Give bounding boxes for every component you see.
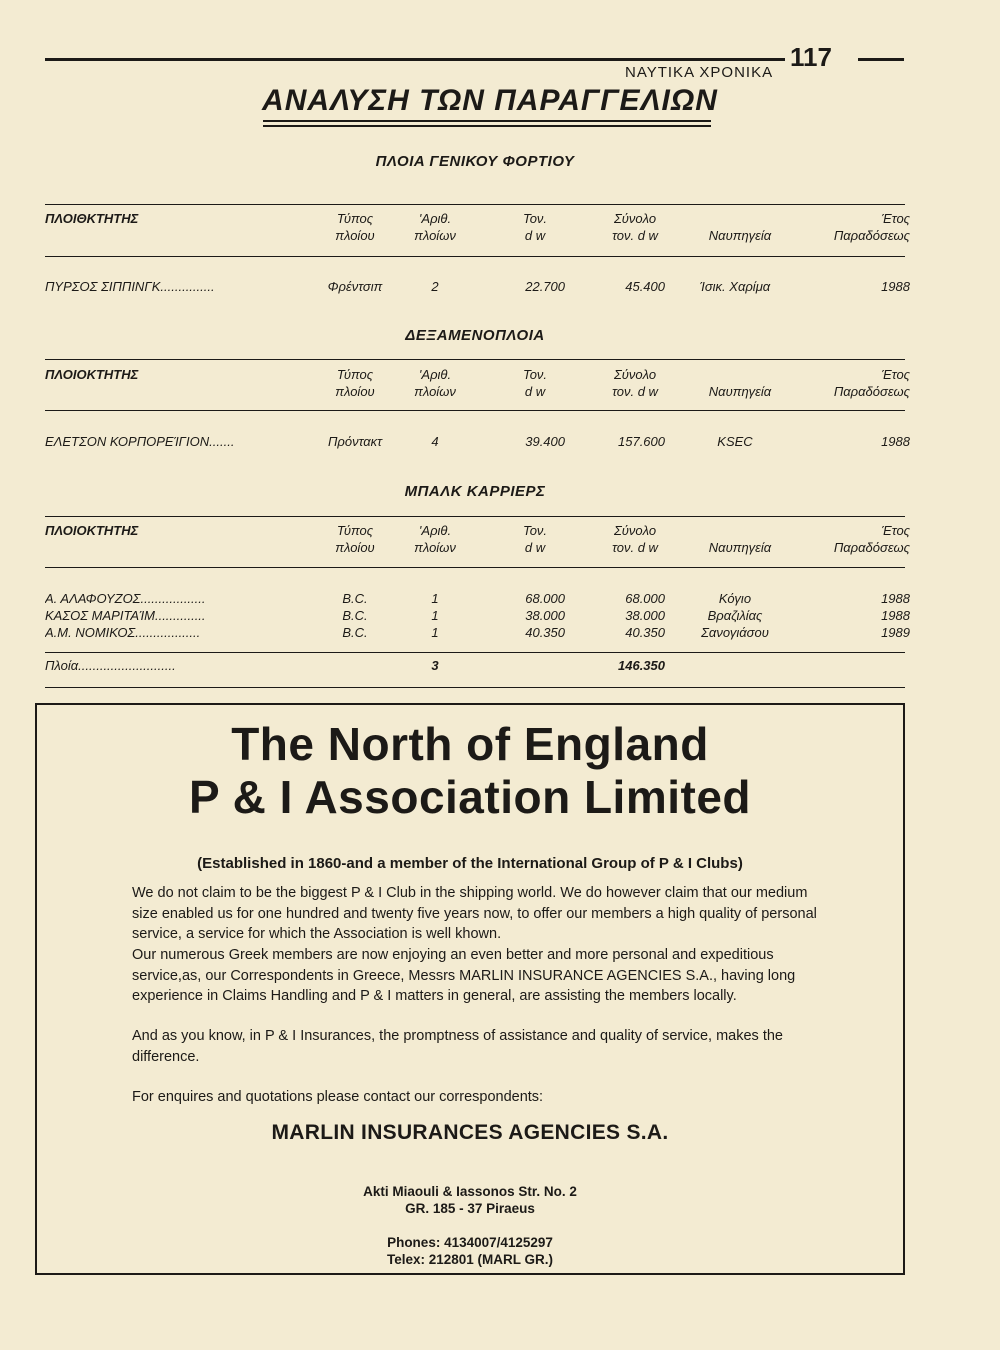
col-owner: ΠΛΟΙΘΚΤΗΤΗΣ (45, 211, 139, 226)
ad-paragraph: And as you know, in P & I Insurances, the promptness of assistance and quality of service, makes the difference. (132, 1028, 783, 1065)
col-count: 'Αριθ. πλοίων (414, 367, 456, 399)
section-title-general-cargo: ΠΛΟΙΑ ΓΕΝΙΚΟΥ ΦΟΡΤΙΟΥ (375, 153, 575, 170)
table-header (45, 522, 910, 566)
col-type: Τύπος πλοίου (335, 523, 375, 555)
table-rule (45, 567, 905, 568)
col-year: Έτος Παραδόσεως (833, 523, 910, 555)
ad-address-line2: GR. 185 - 37 Piraeus (405, 1201, 535, 1216)
page-title: ΑΝΑΛΥΣΗ ΤΩΝ ΠΑΡΑΓΓΕΛΙΩΝ (262, 84, 718, 117)
section-title-bulk-carriers: ΜΠΑΛΚ ΚΑΡΡΙΕΡΣ (404, 483, 546, 500)
col-shipyard: Ναυπηγεία (708, 228, 772, 243)
col-count: 'Αριθ. πλοίων (414, 211, 456, 243)
publication-name: ΝΑΥΤΙΚΑ ΧΡΟΝΙΚΑ (625, 64, 774, 81)
col-ton: Τον. d w (522, 211, 548, 243)
ad-phones: Phones: 4134007/4125297 (387, 1235, 553, 1250)
table-row: ΕΛΕΤΣΟΝ ΚΟΡΠΟΡΕΊΓΙΟΝ....... Πρόντακτ 4 39.400 157.600 KSEC 1988 (45, 434, 910, 449)
ad-subtitle: (Established in 1860-and a member of the International Group of P & I Clubs) (197, 855, 743, 872)
section-title-tankers: ΔΕΞΑΜΕΝΟΠΛΟΙΑ (405, 327, 545, 344)
header-rule-right (858, 58, 904, 61)
table-rule (45, 687, 905, 688)
table-row: Α.Μ. ΝΟΜΙΚΟΣ.................. B.C. 1 40.350 40.350 Σανογιάσου 1989 (45, 625, 910, 640)
ad-paragraph: Our numerous Greek members are now enjoying an even better and more personal and expeditious service,as, our Correspondents in Greece, Messrs MARLIN INSURANCE AGENCIES S.A., having long experience in Claims Handling and P & I matters in general, are assisting the members locally. (132, 947, 796, 1004)
title-underline (263, 125, 711, 127)
col-year: Έτος Παραδόσεως (833, 367, 910, 399)
ad-paragraph: For enquires and quotations please contact our correspondents: (132, 1089, 544, 1105)
table-row: ΠΥΡΣΟΣ ΣΙΠΠΙΝΓΚ............... Φρέντσιπ 2 22.700 45.400 Ίσικ. Χαρίμα 1988 (45, 279, 910, 294)
table-header (45, 210, 910, 254)
table-rule (45, 204, 905, 205)
page-number: 117 (790, 42, 832, 72)
table-row: ΚΑΣΟΣ ΜΑΡΙΤΑΊΜ.............. B.C. 1 38.000 38.000 Βραζιλίας 1988 (45, 608, 910, 623)
table-rule (45, 410, 905, 411)
table-rule (45, 256, 905, 257)
ad-telex: Telex: 212801 (MARL GR.) (386, 1252, 554, 1267)
col-type: Τύπος πλοίου (335, 211, 375, 243)
table-header (45, 366, 910, 410)
header-rule-left (45, 58, 785, 61)
col-owner: ΠΛΟΙΟΚΤΗΤΗΣ (45, 523, 139, 538)
total-row: Πλοία........................... 3 146.350 (45, 658, 665, 673)
col-total: Σύνολο τον. d w (612, 523, 658, 555)
col-shipyard: Ναυπηγεία (708, 540, 772, 555)
col-shipyard: Ναυπηγεία (708, 384, 772, 399)
ad-title-line2: P & I Association Limited (188, 771, 752, 823)
col-year: Έτος Παραδόσεως (833, 211, 910, 243)
ad-address-line1: Akti Miaouli & Iassonos Str. No. 2 (363, 1184, 577, 1199)
ad-paragraph: We do not claim to be the biggest P & I Club in the shipping world. We do however claim that our medium size enabled us for one hundred and twenty five years now, to offer our members a high quality of personal service, a service for which the Association is well khown. (132, 885, 817, 942)
table-row: Α. ΑΛΑΦΟΥΖΟΣ.................. B.C. 1 68.000 68.000 Κόγιο 1988 (45, 591, 910, 606)
ad-agency-name: MARLIN INSURANCES AGENCIES S.A. (271, 1121, 669, 1144)
col-owner: ΠΛΟΙΟΚΤΗΤΗΣ (45, 367, 139, 382)
col-count: 'Αριθ. πλοίων (414, 523, 456, 555)
ad-title-line1: The North of England (231, 718, 709, 770)
table-rule (45, 516, 905, 517)
table-rule (45, 359, 905, 360)
col-type: Τύπος πλοίου (335, 367, 375, 399)
col-ton: Τον. d w (522, 367, 548, 399)
col-total: Σύνολο τον. d w (612, 211, 658, 243)
table-rule (45, 652, 905, 653)
col-ton: Τον. d w (522, 523, 548, 555)
col-total: Σύνολο τον. d w (612, 367, 658, 399)
title-underline (263, 120, 711, 122)
